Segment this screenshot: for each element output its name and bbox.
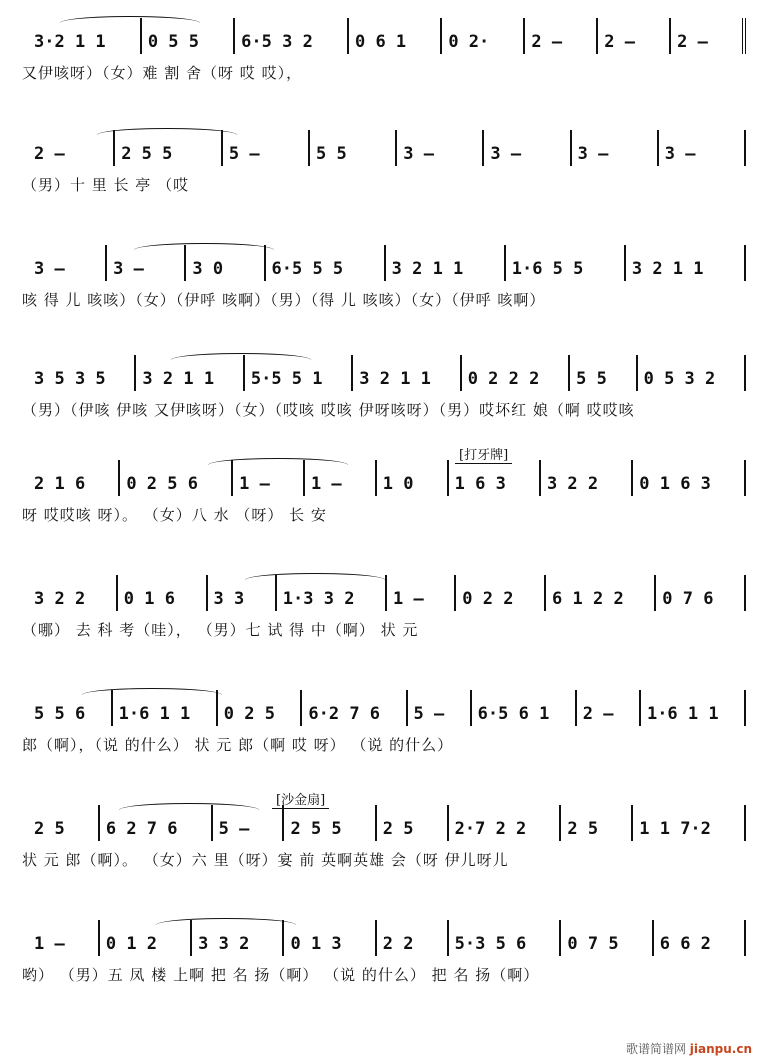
measure — [266, 245, 386, 281]
measure — [671, 18, 746, 54]
slur-mark — [156, 918, 296, 932]
measure-notes: 5·5 5 1 — [250, 369, 323, 389]
measure — [28, 245, 107, 281]
notation-line — [28, 575, 746, 611]
score-system — [0, 130, 760, 240]
slur-mark — [208, 458, 348, 472]
measure — [626, 245, 746, 281]
measure-notes: 0 1 6 — [123, 589, 175, 609]
measure-notes: 1 – — [239, 474, 270, 494]
measure-notes: 5·3 5 6 — [454, 934, 527, 954]
measure — [462, 355, 570, 391]
notation-line — [28, 460, 746, 496]
measure — [28, 575, 118, 611]
lyrics-line: （男）（伊咳 伊咳 又伊咳呀）（女）（哎咳 哎咳 伊呀咳呀）（男）哎坏红 娘（啊 哎哎咳 — [22, 401, 635, 419]
measure — [442, 18, 525, 54]
measure-notes: 6 6 2 — [659, 934, 711, 954]
measure-notes: 0 7 5 — [567, 934, 619, 954]
tune-name-tag: [打牙牌] — [455, 444, 512, 464]
site-watermark — [626, 1040, 752, 1057]
measure-notes: 6 2 7 6 — [105, 819, 178, 839]
score-system — [0, 245, 760, 355]
measure — [310, 130, 397, 166]
measure-notes: 0 2 2 — [462, 589, 514, 609]
measure — [353, 355, 461, 391]
lyrics-line: 呀 哎哎咳 呀）。 （女）八 水 （呀） 长 安 — [22, 506, 327, 524]
lyrics-line: （哪） 去 科 考（哇）， （男）七 试 得 中（啊） 状 元 — [22, 621, 419, 639]
measure — [449, 805, 562, 841]
measure — [408, 690, 472, 726]
measure — [28, 355, 136, 391]
score-system — [0, 690, 760, 800]
measure-notes: 1·6 1 1 — [646, 704, 719, 724]
measure — [546, 575, 656, 611]
measure — [235, 18, 349, 54]
measure-notes: 2 – — [531, 32, 563, 52]
measure — [641, 690, 746, 726]
score-system — [0, 355, 760, 465]
measure-notes: 0 1 2 — [105, 934, 158, 954]
measure-notes: 5 – — [218, 819, 250, 839]
slur-mark — [171, 353, 311, 367]
measure-notes: 3 2 1 1 — [359, 369, 431, 389]
measure-notes: 3 2 2 — [546, 474, 599, 494]
measure — [572, 130, 659, 166]
measure-notes: 0 1 6 3 — [639, 474, 711, 494]
measure — [472, 690, 577, 726]
score-system — [0, 18, 760, 128]
measure-notes: 0 2 5 — [223, 704, 275, 724]
watermark-text: 歌谱简谱网 — [625, 1042, 686, 1056]
measure — [484, 130, 571, 166]
measure — [377, 460, 449, 496]
measure-notes: 3 2 1 1 — [391, 259, 464, 279]
measure — [397, 130, 484, 166]
measure — [633, 460, 746, 496]
measure-notes: 0 5 5 — [147, 32, 199, 52]
measure — [449, 920, 562, 956]
slur-mark — [97, 128, 237, 142]
measure — [377, 805, 449, 841]
notation-line — [28, 920, 746, 956]
measure-notes: 3 – — [577, 144, 609, 164]
measure — [284, 920, 376, 956]
measure-notes: 3 – — [664, 144, 696, 164]
measure — [28, 460, 120, 496]
measure-notes: 6·2 7 6 — [308, 704, 381, 724]
measure-notes: 5 5 6 — [34, 704, 86, 724]
lyrics-line: 又伊咳呀）（女）难 割 舍（呀 哎 哎）， — [22, 64, 303, 82]
measure-notes: 3 – — [113, 259, 144, 279]
measure — [118, 575, 208, 611]
measure-notes: 0 7 6 — [662, 589, 714, 609]
measure-notes: 3 0 — [192, 259, 224, 279]
measure — [506, 245, 626, 281]
measure-notes: 1·6 1 1 — [118, 704, 191, 724]
score-system — [0, 793, 760, 915]
measure-notes: 6·5 5 5 — [271, 259, 344, 279]
lyrics-line: （男）十 里 长 亭 （哎 — [22, 176, 190, 194]
measure-notes: 3 2 1 1 — [142, 369, 215, 389]
measure — [302, 690, 407, 726]
measure-notes: 3 3 2 — [198, 934, 250, 954]
measure-notes: 2·7 2 2 — [454, 819, 527, 839]
measure-notes: 0 1 3 — [290, 934, 342, 954]
measure — [541, 460, 633, 496]
measure-notes: 2 2 — [382, 934, 414, 954]
score-system — [0, 575, 760, 685]
measure-notes: 2 1 6 — [34, 474, 86, 494]
measure-notes: 1·6 5 5 — [511, 259, 584, 279]
measure — [218, 690, 303, 726]
measure-notes: 3 3 — [213, 589, 245, 609]
measure — [28, 920, 100, 956]
measure-notes: 1·3 3 2 — [282, 589, 355, 609]
measure — [387, 575, 456, 611]
score-system — [0, 920, 760, 1030]
measure-notes: 3 – — [34, 259, 65, 279]
measure — [633, 805, 746, 841]
measure — [28, 805, 100, 841]
measure-notes: 3 – — [403, 144, 434, 164]
score-system — [0, 448, 760, 570]
measure-notes: 1 0 — [382, 474, 414, 494]
measure-notes: 2 – — [582, 704, 614, 724]
measure-notes: 2 – — [604, 32, 636, 52]
measure-notes: 3 2 1 1 — [631, 259, 704, 279]
measure — [377, 920, 449, 956]
measure-notes: 1 – — [34, 934, 65, 954]
measure-notes: 1 – — [310, 474, 342, 494]
measure-notes: 5 5 — [316, 144, 347, 164]
slur-mark — [82, 688, 222, 702]
measure — [654, 920, 746, 956]
slur-mark — [60, 16, 200, 30]
measure-notes: 2 5 5 — [290, 819, 342, 839]
measure — [570, 355, 637, 391]
measure — [577, 690, 641, 726]
measure-notes: 0 2 2 2 — [467, 369, 540, 389]
measure — [561, 920, 653, 956]
measure-notes: 1 6 3 — [454, 474, 506, 494]
slur-mark — [245, 573, 385, 587]
measure-notes: 2 5 5 — [121, 144, 173, 164]
measure-notes: 0 2 5 6 — [126, 474, 198, 494]
measure-notes: 6·5 3 2 — [241, 32, 313, 52]
watermark-brand: jianpu.cn — [689, 1042, 752, 1056]
measure-notes: 0 5 3 2 — [643, 369, 716, 389]
measure-notes: 1 1 7·2 — [639, 819, 711, 839]
measure-notes: 2 5 — [567, 819, 599, 839]
measure-notes: 3 5 3 5 — [34, 369, 106, 389]
lyrics-line: 郎（啊），（说 的什么） 状 元 郎（啊 哎 呀） （说 的什么） — [22, 736, 454, 754]
measure — [284, 805, 376, 841]
measure — [449, 460, 541, 496]
measure-notes: 3 – — [490, 144, 522, 164]
measure — [638, 355, 746, 391]
measure-notes: 5 – — [228, 144, 260, 164]
measure — [656, 575, 746, 611]
measure-notes: 6 1 2 2 — [552, 589, 624, 609]
measure-notes: 2 – — [34, 144, 65, 164]
measure — [349, 18, 442, 54]
lyrics-line: 状 元 郎（啊）。 （女）六 里（呀）宴 前 英啊英雄 会（呀 伊儿呀儿 — [22, 851, 509, 869]
measure — [386, 245, 506, 281]
measure-notes: 2 – — [677, 32, 708, 52]
measure — [525, 18, 598, 54]
measure-notes: 3 2 2 — [34, 589, 86, 609]
notation-line — [28, 355, 746, 391]
lyrics-line: 哟） （男）五 凤 楼 上啊 把 名 扬（啊） （说 的什么） 把 名 扬（啊） — [22, 966, 540, 984]
measure-notes: 3·2 1 1 — [34, 32, 106, 52]
tune-name-tag: [沙金扇] — [272, 789, 329, 809]
measure-notes: 1 – — [393, 589, 424, 609]
measure — [598, 18, 671, 54]
measure-notes: 5 – — [413, 704, 445, 724]
measure-notes: 2 5 — [34, 819, 65, 839]
measure-notes: 2 5 — [382, 819, 414, 839]
measure-notes: 6·5 6 1 — [477, 704, 550, 724]
lyrics-line: 咳 得 儿 咳咳）（女）（伊呼 咳啊）（男）（得 儿 咳咳）（女）（伊呼 咳啊） — [22, 291, 546, 309]
slur-mark — [134, 243, 274, 257]
slur-mark — [119, 803, 259, 817]
measure-notes: 0 6 1 — [354, 32, 407, 52]
measure-notes: 0 2· — [448, 32, 490, 52]
measure — [456, 575, 546, 611]
measure — [659, 130, 746, 166]
measure — [561, 805, 633, 841]
measure-notes: 5 5 — [576, 369, 607, 389]
